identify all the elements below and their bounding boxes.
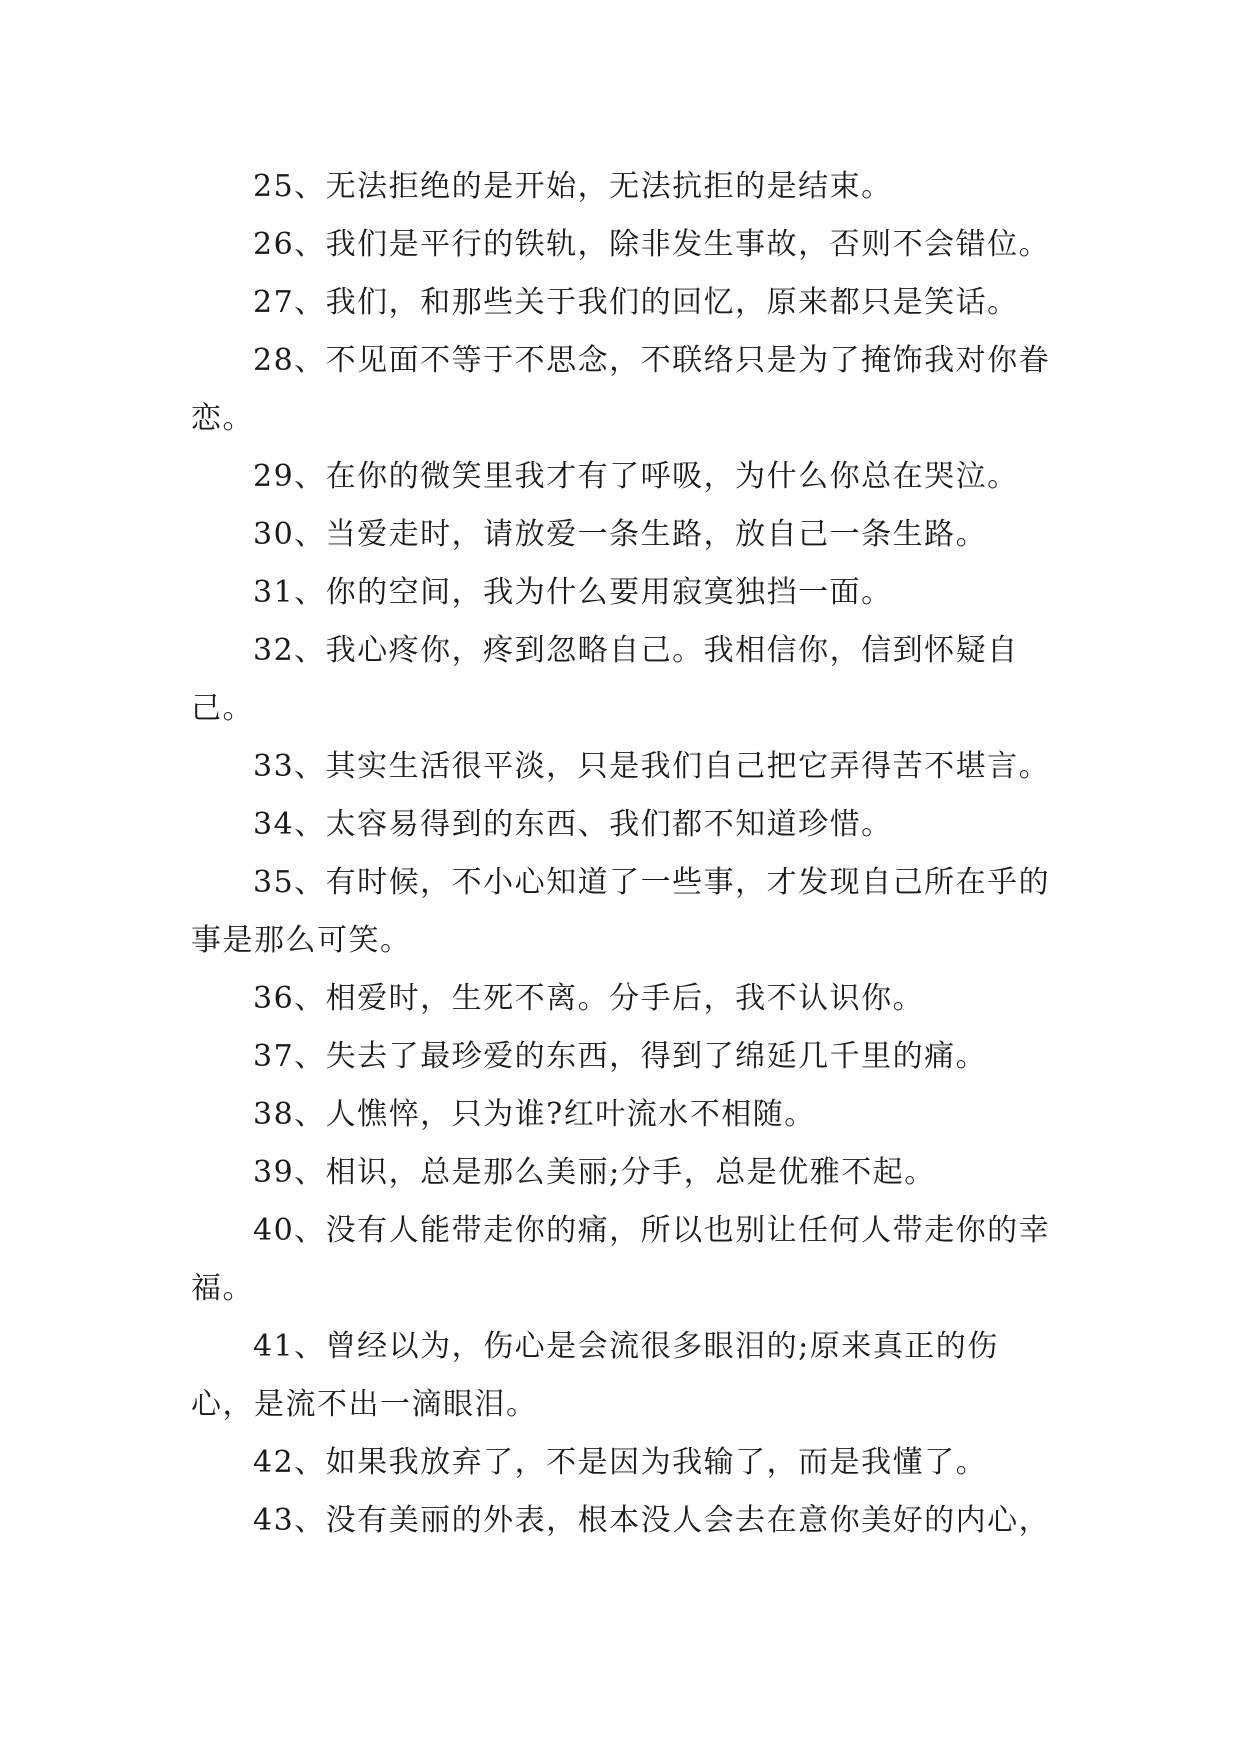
paragraph-31: 31、你的空间，我为什么要用寂寞独挡一面。 — [253, 575, 893, 610]
paragraph-41: 41、曾经以为，伤心是会流很多眼泪的;原来真正的伤心，是流不出一滴眼泪。 — [191, 1329, 999, 1422]
paragraph-25: 25、无法拒绝的是开始，无法抗拒的是结束。 — [253, 169, 893, 204]
paragraph-34: 34、太容易得到的东西、我们都不知道珍惜。 — [253, 807, 893, 842]
paragraph-38: 38、人憔悴，只为谁?红叶流水不相随。 — [253, 1097, 816, 1132]
paragraph-33: 33、其实生活很平淡，只是我们自己把它弄得苦不堪言。 — [253, 749, 1051, 784]
paragraph-43: 43、没有美丽的外表，根本没人会去在意你美好的内心， — [253, 1503, 1051, 1538]
paragraph-40: 40、没有人能带走你的痛，所以也别让任何人带走你的幸福。 — [191, 1213, 1051, 1306]
paragraph-42: 42、如果我放弃了，不是因为我输了，而是我懂了。 — [253, 1445, 988, 1480]
paragraph-39: 39、相识，总是那么美丽;分手，总是优雅不起。 — [253, 1155, 936, 1190]
paragraph-35: 35、有时候，不小心知道了一些事，才发现自己所在乎的事是那么可笑。 — [191, 865, 1051, 958]
paragraph-36: 36、相爱时，生死不离。分手后，我不认识你。 — [253, 981, 925, 1016]
document-body — [191, 158, 1051, 1550]
paragraph-27: 27、我们，和那些关于我们的回忆，原来都只是笑话。 — [253, 285, 1019, 320]
paragraph-30: 30、当爱走时，请放爱一条生路，放自己一条生路。 — [253, 517, 988, 552]
paragraph-37: 37、失去了最珍爱的东西，得到了绵延几千里的痛。 — [253, 1039, 988, 1074]
paragraph-32: 32、我心疼你，疼到忽略自己。我相信你，信到怀疑自己。 — [191, 633, 1019, 726]
paragraph-26: 26、我们是平行的铁轨，除非发生事故，否则不会错位。 — [253, 227, 1051, 262]
paragraph-28: 28、不见面不等于不思念，不联络只是为了掩饰我对你眷恋。 — [191, 343, 1051, 436]
paragraph-29: 29、在你的微笑里我才有了呼吸，为什么你总在哭泣。 — [253, 459, 1019, 494]
